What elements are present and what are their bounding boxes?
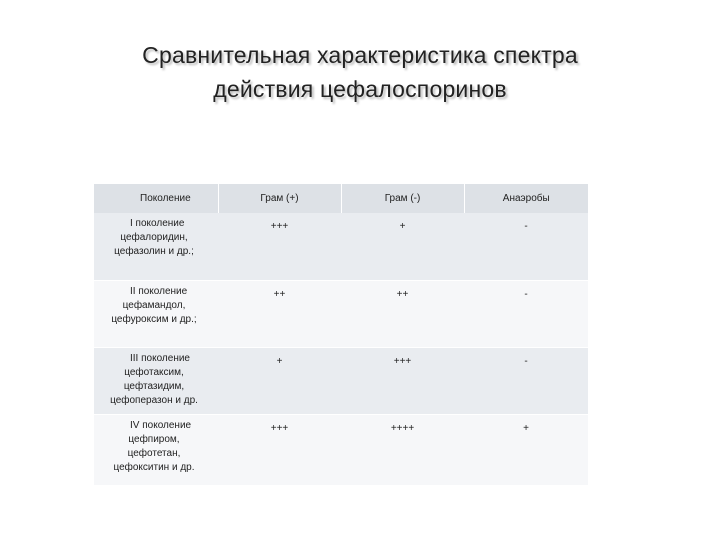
drug-list-line: цефокситин и др.: [113, 462, 195, 473]
cephalosporin-spectrum-table: [94, 184, 588, 485]
slide-title: [40, 38, 680, 106]
header-anaerobes: Анаэробы: [464, 184, 588, 213]
drug-list-line: цефоперазон и др.: [110, 395, 198, 406]
drug-list-line: цефамандол,: [122, 300, 186, 311]
gram-positive-activity: +++: [218, 415, 341, 486]
gram-positive-activity: ++: [218, 281, 341, 348]
gram-negative-activity: +++: [341, 348, 464, 415]
generation-title: II поколение: [130, 286, 188, 297]
slide-title-line-2: действия цефалоспоринов: [213, 76, 507, 102]
generation-title: IV поколение: [130, 420, 192, 431]
drug-list-line: цефотетан,: [127, 448, 181, 459]
header-generation: Поколение: [94, 184, 218, 213]
header-gram-positive: Грам (+): [218, 184, 341, 213]
anaerobe-activity: -: [464, 281, 588, 348]
drug-list-line: цефпиром,: [128, 434, 180, 445]
generation-title: III поколение: [130, 353, 190, 364]
drug-list-line: цефалоридин,: [120, 232, 188, 243]
table-row: [94, 213, 588, 281]
header-gram-negative: Грам (-): [341, 184, 464, 213]
anaerobe-activity: +: [464, 415, 588, 486]
anaerobe-activity: -: [464, 348, 588, 415]
anaerobe-activity: -: [464, 213, 588, 281]
generation-cell: [94, 348, 218, 415]
drug-list-line: цефтазидим,: [123, 381, 185, 392]
generation-cell: [94, 415, 218, 486]
gram-positive-activity: +++: [218, 213, 341, 281]
table-row: [94, 281, 588, 348]
generation-cell: [94, 213, 218, 281]
generation-cell: [94, 281, 218, 348]
table-row: [94, 415, 588, 486]
drug-list-line: цефотаксим,: [124, 367, 184, 378]
slide-title-line-1: Сравнительная характеристика спектра: [142, 42, 578, 68]
gram-positive-activity: +: [218, 348, 341, 415]
gram-negative-activity: +: [341, 213, 464, 281]
table-header-row: [94, 184, 588, 213]
generation-title: I поколение: [130, 218, 185, 229]
gram-negative-activity: ++: [341, 281, 464, 348]
gram-negative-activity: ++++: [341, 415, 464, 486]
table-row: [94, 348, 588, 415]
drug-list-line: цефуроксим и др.;: [111, 314, 197, 325]
drug-list-line: цефазолин и др.;: [114, 246, 194, 257]
